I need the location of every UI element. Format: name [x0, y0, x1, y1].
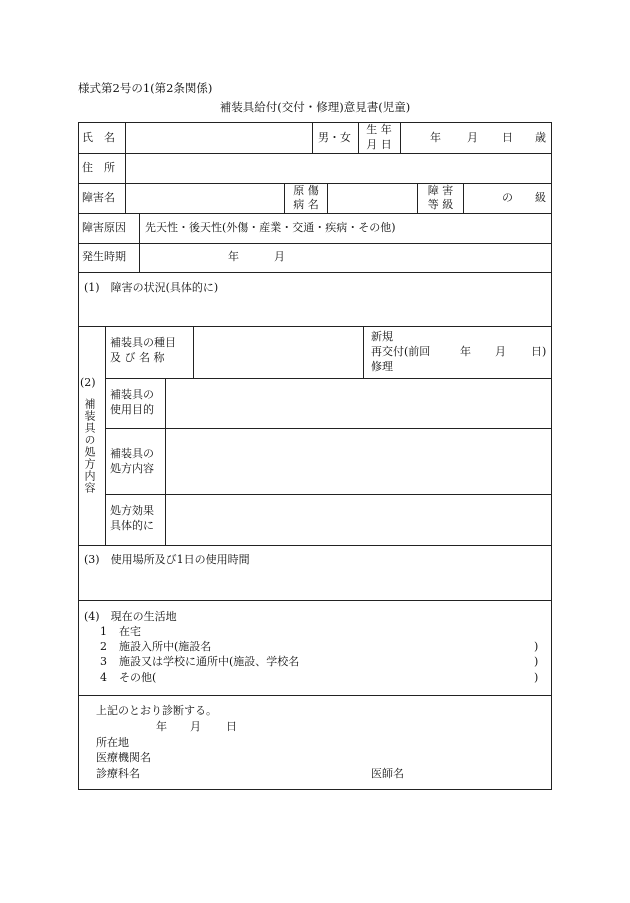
option-repair: 修理: [371, 360, 393, 373]
onset-label: 発生時期: [82, 250, 126, 263]
name-label: 氏 名: [82, 131, 115, 144]
onset-year: 年: [228, 250, 239, 263]
cause-disease-label-top: 原 傷: [293, 184, 319, 197]
birth-year: 年: [430, 131, 441, 144]
form-title: 補装具給付(交付・修理)意見書(児童): [219, 100, 411, 114]
diagnosis-statement: 上記のとおり診断する。: [96, 704, 217, 717]
form-number: 様式第2号の1(第2条関係): [78, 81, 213, 95]
purpose-label-bottom: 使用目的: [110, 403, 154, 416]
diagnosis-day: 日: [226, 720, 237, 733]
grade-label-bottom: 等 級: [427, 198, 454, 211]
device-type-label-bottom: 及 び 名 称: [110, 351, 165, 364]
section2-vertical-label: 補装具の処方内容: [83, 398, 96, 494]
section3-label: (3) 使用場所及び1日の使用時間: [84, 553, 250, 566]
col-divider: [105, 326, 106, 545]
row-divider: [78, 243, 552, 244]
living-option-text: 施設入所中(施設名: [119, 640, 212, 653]
living-option-number: 4: [100, 671, 107, 684]
option-new: 新規: [371, 330, 393, 343]
cause-label: 障害原因: [82, 221, 126, 234]
row-divider: [78, 272, 552, 273]
col-divider: [463, 183, 464, 213]
grade-no: の: [502, 191, 513, 204]
location-label: 所在地: [96, 736, 129, 749]
col-divider: [363, 326, 364, 378]
row-divider: [105, 428, 552, 429]
living-option-close: ): [534, 655, 539, 668]
col-divider: [312, 122, 313, 153]
section2-number: (2): [80, 376, 96, 389]
onset-month: 月: [274, 250, 285, 263]
reissue-year: 年: [460, 345, 471, 358]
row-divider: [78, 153, 552, 154]
cause-disease-label-bottom: 病 名: [293, 198, 319, 211]
effect-label-bottom: 具体的に: [110, 519, 154, 532]
sex-choice: 男・女: [318, 131, 351, 144]
effect-label-top: 処方効果: [110, 504, 154, 517]
living-option-text: 在宅: [119, 625, 141, 638]
row-divider: [78, 213, 552, 214]
row-divider: [105, 494, 552, 495]
reissue-day: 日): [531, 345, 547, 358]
living-option-text: 施設又は学校に通所中(施設、学校名: [119, 655, 300, 668]
purpose-label-top: 補装具の: [110, 388, 154, 401]
col-divider: [327, 183, 328, 213]
disability-name-label: 障害名: [82, 191, 115, 204]
living-option-number: 3: [100, 655, 107, 668]
cause-value: 先天性・後天性(外傷・産業・交通・疾病・その他): [145, 221, 396, 234]
birth-label-top: 生 年: [366, 123, 392, 136]
row-divider: [78, 326, 552, 327]
birth-month: 月: [467, 131, 478, 144]
col-divider: [400, 122, 401, 153]
doctor-label: 医師名: [371, 767, 404, 780]
address-label: 住 所: [82, 161, 115, 174]
row-divider: [78, 545, 552, 546]
row-divider: [105, 378, 552, 379]
living-option-number: 2: [100, 640, 107, 653]
col-divider: [139, 213, 140, 272]
diagnosis-year: 年: [156, 720, 167, 733]
section4-label: (4) 現在の生活地: [84, 610, 177, 623]
grade-label-top: 障 害: [427, 184, 454, 197]
birth-day: 日: [502, 131, 513, 144]
living-option-close: ): [534, 640, 539, 653]
department-label: 診療科名: [96, 767, 140, 780]
institution-label: 医療機関名: [96, 751, 151, 764]
grade-unit: 級: [535, 191, 546, 204]
living-option-text: その他(: [119, 671, 157, 684]
section1-label: (1) 障害の状況(具体的に): [84, 281, 219, 294]
row-divider: [78, 600, 552, 601]
prescription-label-top: 補装具の: [110, 447, 154, 460]
living-option-close: ): [534, 671, 539, 684]
option-reissue: 再交付(前回: [371, 345, 431, 358]
age-unit: 歳: [535, 131, 546, 144]
living-option-number: 1: [100, 625, 107, 638]
col-divider: [193, 326, 194, 378]
device-type-label-top: 補装具の種目: [110, 336, 176, 349]
row-divider: [78, 695, 552, 696]
reissue-month: 月: [495, 345, 506, 358]
prescription-label-bottom: 処方内容: [110, 462, 154, 475]
col-divider: [125, 122, 126, 213]
birth-label-bottom: 月 日: [366, 138, 392, 151]
col-divider: [165, 378, 166, 545]
diagnosis-month: 月: [190, 720, 201, 733]
